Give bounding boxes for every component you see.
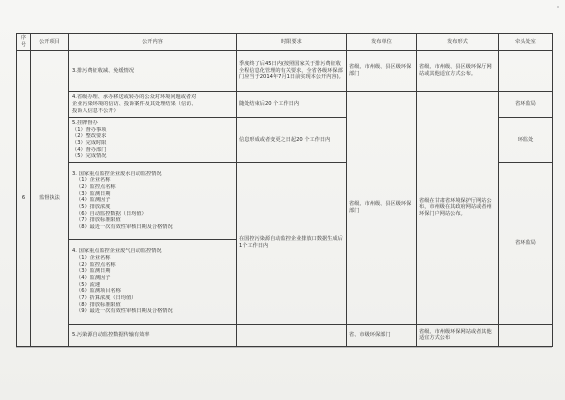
header-lead: 牵头处室: [499, 34, 553, 51]
unit-fee-exemption: 省级、市州级、县区级环保部门: [347, 51, 417, 92]
time-auto-monitoring: 在国控污染源自动监控企业排放口数据生成后1个工作日内: [237, 162, 347, 324]
content-line: （1）企业名称: [76, 255, 111, 261]
table-row: [17, 324, 553, 346]
content-line: （6）自动监控数据（日均值）: [76, 210, 147, 217]
content-line: （4）监测因子: [76, 197, 111, 204]
content-line: （6）监测项目名称: [76, 288, 121, 295]
time-complaints: 随处结束后20 个工作日内: [237, 91, 347, 117]
item-name: 监督执法: [31, 51, 69, 347]
content-water-monitoring: [69, 162, 237, 239]
form-merged: 省级在甘肃省环境保护厅网站公布，市州级在其政府网站或者州环保门户网站公布。: [417, 91, 499, 324]
table-row: [17, 91, 553, 117]
content-line: （1）督办事项: [72, 126, 107, 133]
page-bottom-rule: [16, 347, 552, 348]
content-line: 3. 国家重点监控企业废水自动监控情况: [72, 170, 162, 177]
header-time: 时限要求: [237, 34, 347, 51]
form-fee-exemption: 省级、市州级、县区级环保厅网站或其他适宜方式公布。: [417, 51, 499, 92]
content-line: （9）最近一次有效性审核日期及合格情况: [76, 308, 173, 315]
content-line: 4.省级办理、承办移送或转办的公众对环境问题或者对: [72, 94, 197, 101]
lead-auto-monitoring: 省环监局: [499, 162, 553, 324]
content-line: （3）监测日期: [76, 268, 111, 275]
row-number: 6: [17, 51, 31, 347]
content-line: 企业污染环境的信访、投诉案件及其处理结果（信访、: [72, 101, 197, 108]
time-fee-exemption: 季度终了后45日内(按照国家关于排污费征收全程信息化管理的有关要求，全省各级环保部门应当于2014年7月1日前实现本公开内容)。: [237, 51, 347, 92]
header-unit: 发布单位: [347, 34, 417, 51]
content-line: （4）监测因子: [76, 274, 111, 281]
header-content: 公开内容: [69, 34, 237, 51]
content-line: （2）监控点名称: [76, 261, 116, 268]
content-line: （2）整改要求: [72, 133, 107, 140]
lead-fee-exemption: [499, 51, 553, 92]
header-row: [17, 34, 553, 51]
header-item: 公开项目: [31, 34, 69, 51]
content-transmission-rate: 5.污染源自动监控数据传输有效率: [69, 324, 237, 346]
content-line: （8）排放标准限值: [76, 301, 121, 308]
content-line: （1）企业名称: [76, 177, 111, 184]
content-line: （7）排放标准限值: [76, 217, 121, 224]
time-transmission-rate: [237, 324, 347, 346]
content-line: 5.挂牌督办: [72, 119, 98, 126]
content-complaints: [69, 91, 237, 117]
lead-supervision: 环监处: [499, 118, 553, 163]
content-line: 投诉人信息不公开）: [72, 107, 119, 114]
header-no: 序号: [17, 34, 31, 51]
content-fee-exemption: 3.排污费征收减、免缓情况: [69, 51, 237, 92]
content-line: （2）监控点名称: [76, 183, 116, 190]
content-air-monitoring: [69, 239, 237, 324]
scan-dot: [557, 6, 559, 8]
unit-merged: 省级、市州级、县区级环保部门: [347, 91, 417, 324]
content-line: 4. 国家重点监控企业废气自动监控情况: [72, 248, 162, 255]
form-transmission-rate: 省级、市州级环保网站或者其他适宜方式公布: [417, 324, 499, 346]
content-line: （3）完成时限: [72, 139, 107, 146]
content-line: （5）完成情况: [72, 153, 107, 160]
time-supervision: 信息形成或者变更之日起20 个工作日内: [237, 118, 347, 163]
content-line: （5）流速: [76, 281, 101, 288]
content-line: （8）最近一次有效性审核日期及合格情况: [76, 223, 173, 230]
lead-complaints: 省环监局: [499, 91, 553, 117]
table-row: [17, 51, 553, 92]
unit-transmission-rate: 省、市级环保部门: [347, 324, 417, 346]
header-form: 发布形式: [417, 34, 499, 51]
content-line: （3）监测日期: [76, 190, 111, 197]
content-line: （4）督办部门: [72, 146, 107, 153]
lead-transmission-rate: [499, 324, 553, 346]
content-line: （7）折算浓度（日均值）: [76, 294, 137, 301]
content-line: （5）排放浓度: [76, 203, 111, 210]
disclosure-table: [16, 33, 553, 347]
content-supervision: [69, 118, 237, 163]
